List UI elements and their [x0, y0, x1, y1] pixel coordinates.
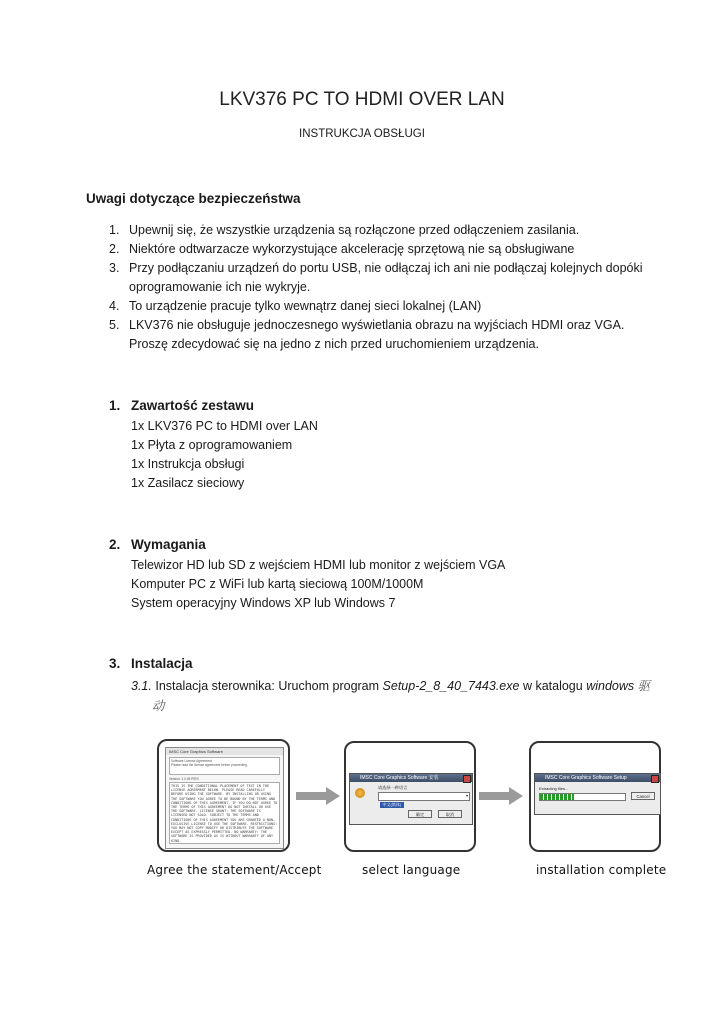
caption-select-language: select language [362, 863, 461, 877]
setup-dialog [534, 773, 661, 815]
dialog-title-text: IMSC Core Graphics Software 安装 [360, 775, 439, 781]
requirements-list [131, 556, 505, 613]
caption-agree: Agree the statement/Accept [147, 863, 322, 877]
safety-item-text: oprogramowanie ich nie wykryje. [129, 280, 311, 294]
section-number: 3. [109, 656, 121, 671]
safety-item-text: Upewnij się, że wszystkie urządzenia są rozłączone przed odłączeniem zasilania. [129, 223, 580, 237]
screenshot-select-language [344, 741, 476, 852]
eula-header-line: Please read the license agreement before proceeding. [171, 763, 248, 767]
safety-item [109, 316, 669, 354]
setup-dialog-title [535, 774, 660, 782]
cancel-button[interactable]: 取消 [438, 810, 462, 818]
safety-item-number: 4. [109, 299, 120, 313]
progress-fill [540, 794, 574, 800]
screenshot-license-agreement [157, 739, 290, 852]
ok-button[interactable]: 确定 [408, 810, 432, 818]
arrow-right-icon [479, 787, 523, 805]
close-icon[interactable] [463, 775, 471, 783]
dialog-title-text: IMSC Core Graphics Software Setup [545, 775, 627, 781]
safety-item-number: 3. [109, 261, 120, 275]
close-icon[interactable] [651, 775, 659, 783]
setup-status: Extracting files... [539, 786, 569, 791]
safety-item-text: LKV376 nie obsługuje jednoczesnego wyświetlania obrazu na wyjściach HDMI oraz VGA. [129, 318, 625, 332]
caption-installation-complete: installation complete [536, 863, 667, 877]
language-dialog [349, 773, 473, 825]
list-item: System operacyjny Windows XP lub Windows 7 [131, 596, 396, 610]
safety-item-number: 1. [109, 223, 120, 237]
document-title: LKV376 PC TO HDMI OVER LAN [219, 89, 505, 110]
step-text: w katalogu [519, 679, 587, 693]
step-folder-cjk: 驱 [637, 678, 651, 693]
eula-header-box [169, 757, 280, 775]
safety-item-text: Przy podłączaniu urządzeń do portu USB, nie odłączaj ich ani nie podłączaj kolejnych dopóki [129, 261, 643, 275]
safety-item-text: Proszę zdecydować się na jedno z nich przed uruchomieniem urządzenia. [129, 337, 539, 351]
contents-heading [109, 398, 254, 413]
cancel-button[interactable]: Cancel [631, 792, 655, 800]
install-heading [109, 656, 193, 671]
safety-list [109, 221, 669, 354]
list-item: Komputer PC z WiFi lub kartą sieciową 100M/1000M [131, 577, 424, 591]
language-prompt: 请选择一种语言 [378, 785, 408, 790]
progress-bar [539, 793, 626, 801]
step-filename: Setup-2_8_40_7443.exe [382, 679, 520, 693]
safety-item-number: 2. [109, 242, 120, 256]
safety-item [109, 259, 669, 297]
language-selected-value: 中文(简体) [380, 802, 405, 808]
contents-list [131, 417, 318, 493]
eula-text-box: THIS IS THE CONDITIONAL PLACEMENT OF TEXT IN THE LICENSE AGREEMENT BELOW. PLEASE READ CAREFULLY BEFORE USING THE SOFTWARE. BY INSTALLING OR USING THE SOFTWARE YOU AGREE TO BE BOUND BY THE TERMS AND CONDITIONS OF THIS AGREEMENT. IF YOU DO NOT AGREE TO THE TERMS OF THIS AGREEMENT DO NOT INSTALL OR USE THE SOFTWARE. LICENSE GRANT: THE SOFTWARE IS LICENSED NOT SOLD. SUBJECT TO THE TERMS AND CONDITIONS OF THIS AGREEMENT YOU ARE GRANTED A NON-EXCLUSIVE LICENSE TO USE THE SOFTWARE. RESTRICTIONS: YOU MAY NOT COPY MODIFY OR DISTRIBUTE THE SOFTWARE EXCEPT AS EXPRESSLY PERMITTED. NO WARRANTY: THE SOFTWARE IS PROVIDED AS IS WITHOUT WARRANTY OF ANY KIND. [169, 782, 280, 844]
safety-item [109, 297, 669, 316]
requirements-heading [109, 537, 206, 552]
safety-heading: Uwagi dotyczące bezpieczeństwa [86, 191, 301, 206]
arrow-right-icon [296, 787, 340, 805]
document-subtitle: INSTRUKCJA OBSŁUGI [299, 128, 425, 140]
eula-version: Version: 1.0.45 PIRS [169, 777, 199, 781]
section-title: Wymagania [131, 537, 206, 552]
list-item: Telewizor HD lub SD z wejściem HDMI lub monitor z wejściem VGA [131, 558, 506, 572]
list-item: 1x Instrukcja obsługi [131, 457, 245, 471]
chevron-down-icon: ▾ [465, 793, 468, 798]
language-dialog-title [350, 774, 472, 782]
step-text: Instalacja sterownika: Uruchom program [155, 679, 383, 693]
safety-item-number: 5. [109, 318, 120, 332]
safety-item-text: Niektóre odtwarzacze wykorzystujące akcelerację sprzętową nie są obsługiwane [129, 242, 575, 256]
list-item: 1x LKV376 PC to HDMI over LAN [131, 419, 318, 433]
section-title: Instalacja [131, 656, 193, 671]
setup-icon [355, 788, 365, 798]
step-folder-cjk-continued: 动 [152, 698, 165, 713]
section-number: 2. [109, 537, 121, 552]
eula-window-title: IMSC Core Graphics Software [166, 748, 283, 755]
safety-item-text: To urządzenie pracuje tylko wewnątrz danej sieci lokalnej (LAN) [129, 299, 482, 313]
screenshot-installation-complete [529, 741, 661, 852]
step-number: 3.1. [131, 679, 152, 693]
section-title: Zawartość zestawu [131, 398, 255, 413]
eula-window [165, 747, 284, 849]
step-folder: windows [586, 679, 635, 693]
section-number: 1. [109, 398, 121, 413]
language-select[interactable] [378, 792, 470, 807]
safety-item [109, 240, 669, 259]
safety-item [109, 221, 669, 240]
list-item: 1x Płyta z oprogramowaniem [131, 438, 293, 452]
list-item: 1x Zasilacz sieciowy [131, 476, 245, 490]
eula-header-line: Software License Agreement [171, 759, 212, 763]
install-step [131, 676, 651, 696]
